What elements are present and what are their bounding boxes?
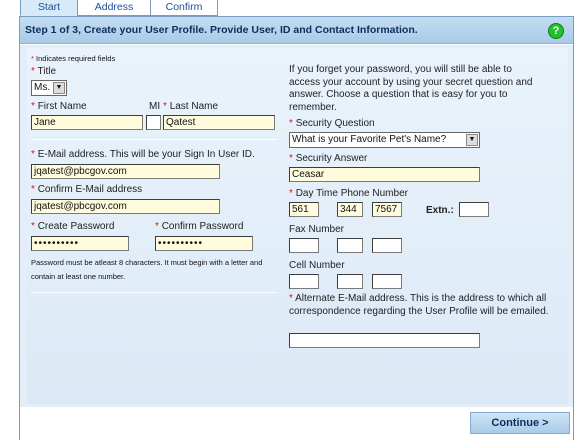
alt-email-label [289,293,551,318]
security-question-label [289,118,375,129]
required-note [31,54,115,63]
create-password-input[interactable]: •••••••••• [31,236,129,251]
title-select[interactable] [31,80,67,96]
first-name-label [31,101,87,112]
chevron-down-icon: ▼ [53,82,65,94]
required-note-text: Indicates required fields [36,54,116,63]
cell-line-input[interactable] [372,274,402,289]
first-name-label-text: First Name [37,101,87,112]
security-question-select[interactable] [289,132,480,148]
tab-start[interactable]: Start [20,0,78,16]
create-password-label-text: Create Password [37,221,115,232]
required-asterisk: * [289,153,293,164]
step-title: Step 1 of 3, Create your User Profile. Provide User, ID and Contact Information. [25,24,418,36]
day-phone-prefix-input[interactable]: 344 [337,202,363,217]
fax-label: Fax Number [289,224,345,235]
email-input[interactable]: jqatest@pbcgov.com [31,164,220,179]
required-asterisk: * [31,149,35,160]
extn-input[interactable] [459,202,489,217]
required-asterisk: * [155,221,159,232]
required-asterisk: * [31,221,35,232]
last-name-input[interactable]: Qatest [163,115,275,130]
alt-email-input[interactable] [289,333,480,348]
password-rule: Password must be atleast 8 characters. It must begin with a letter and contain at least one number. [31,258,263,281]
step-header [20,17,573,44]
last-name-label [163,101,218,112]
required-asterisk: * [31,101,35,112]
day-phone-line-input[interactable]: 7567 [372,202,402,217]
title-label-text: Title [37,66,57,77]
tab-address[interactable]: Address [77,0,151,16]
title-label [31,66,56,77]
security-answer-input[interactable]: Ceasar [289,167,480,182]
create-password-label [31,221,114,232]
security-question-value: What is your Favorite Pet's Name? [292,134,447,145]
day-phone-label-text: Day Time Phone Number [295,188,408,199]
required-asterisk: * [289,118,293,129]
cell-area-input[interactable] [289,274,319,289]
form-footer [20,408,573,440]
mi-label: MI [149,101,161,112]
mi-input[interactable] [146,115,161,130]
right-panel [283,48,568,404]
required-asterisk: * [289,293,293,304]
day-phone-area-input[interactable]: 561 [289,202,319,217]
cell-label: Cell Number [289,260,345,271]
continue-button[interactable]: Continue > [470,412,570,434]
required-asterisk: * [31,66,35,77]
required-asterisk: * [163,101,167,112]
day-phone-label [289,188,408,199]
step-tabs [20,0,217,17]
confirm-email-input[interactable]: jqatest@pbcgov.com [31,199,220,214]
cell-prefix-input[interactable] [337,274,363,289]
confirm-password-label [155,221,243,232]
last-name-label-text: Last Name [169,101,219,112]
alt-email-label-text: Alternate E-Mail address. This is the address to which all correspondence regarding the User Profile will be emailed. [289,293,549,317]
required-asterisk: * [289,188,293,199]
confirm-email-label [31,184,142,195]
title-select-value: Ms. [34,82,51,93]
fax-line-input[interactable] [372,238,402,253]
tab-confirm[interactable]: Confirm [150,0,218,16]
email-label [31,149,255,160]
divider [31,139,277,140]
confirm-password-label-text: Confirm Password [161,221,244,232]
fax-area-input[interactable] [289,238,319,253]
first-name-input[interactable]: Jane [31,115,143,130]
form-frame [19,16,574,440]
extn-label: Extn.: [426,205,454,216]
required-asterisk: * [31,184,35,195]
confirm-password-input[interactable]: •••••••••• [155,236,253,251]
divider [31,292,277,293]
help-icon[interactable]: ? [548,23,564,39]
fax-prefix-input[interactable] [337,238,363,253]
email-label-text: E-Mail address. This will be your Sign In User ID. [37,149,255,160]
security-answer-label-text: Security Answer [295,153,368,164]
security-question-label-text: Security Question [295,118,375,129]
chevron-down-icon: ▼ [466,134,478,146]
confirm-email-label-text: Confirm E-Mail address [37,184,143,195]
security-answer-label [289,153,367,164]
required-asterisk: * [31,54,34,63]
left-panel [27,48,292,404]
forgot-password-text: If you forget your password, you will still be able to access your account by using your secret question and answer. Choose a question that is easy for you to remember. [289,64,533,113]
form-body [20,45,573,407]
